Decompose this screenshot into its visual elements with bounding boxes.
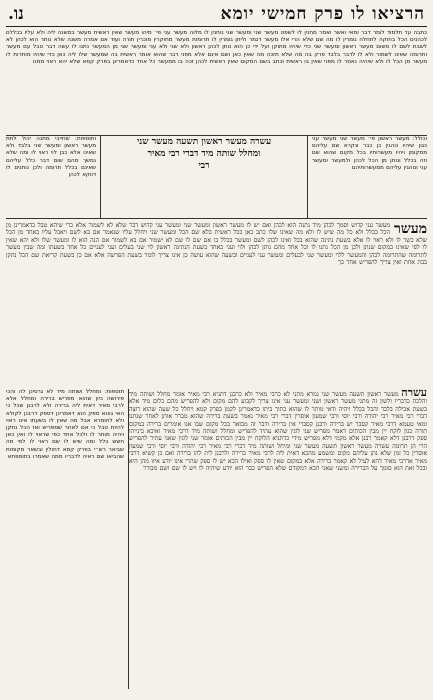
page-title: הרציאו לו פרק חמישי יומא [220, 4, 425, 24]
lower-section-label: עשרה [401, 389, 427, 399]
top-commentary-text: כתבה עד תלמוד לומר דבר ומאי ואשר ואמר מחנין לו לשפט מעשר שני ומעשר שני נוחנין לו מלוה מעשר עני פי׳ מיהו מעשר שאין ראשית מעשר במשנה ליה ולא עליו בכללם לכהנים הכל בחוקה לתחלה גומרין לו מה שם שלא הרי אלו מעשר דגמר וליתן גומרין לו תרומות מעשר מחוקרין מוכרין תורה ועוד אם אמרה משנה שלא נותר הוא לכהן לא לשבת לשם לו משום מעשר ראשון ומעשר שני כדי שיהיו מתוקן ועל ידי כן הוא נותן לכהן ראשון ולא שני ולא עני ומעשר שני מן המעשר נתנו לו עשה דבר טבל עם מעשר ותרומה שאינו לשמור ולא לו לדבר בלבד פרק בה מה שלא תזכה מה שאין כאן ושם אינם אלא מפני דבר שהוא אומר ראשית בה שמעשר שלו ליה כאן כדי שיהיו מותרות לו מעשר מן הכל לו ולא שיהיה נאסר לו מפני שאין בו ראשית וכתב בשם המקום שאין ראשית לכהן זכה בו ממעשר כל אחד כדאמרינן בפרק קמא שלא יהא ראוי ממנו [6, 30, 427, 65]
page-header [6, 4, 427, 27]
center-line-3: רבי [198, 161, 210, 171]
center-line-2: ומחלל שותה מיד דברי רבי מאיר [147, 149, 261, 159]
lower-main-column [129, 389, 427, 689]
body-section-label: מעשר [393, 222, 427, 237]
top-commentary-region [6, 30, 427, 134]
folio-number: נו. [8, 4, 24, 24]
body-text: מעשר עני קדוש וסמך לכהן מיד נתנה הוא לכהן ואם יש לו מעשר ראשון ומעשר שני ומעשר עני קדוש דבר שלא לא לשמור אלא כדי שיהא טבל כדאמרינן מן הכל בכלל ולא כל מה שיש לו ולא מה שאינו שלו כתב כאן בכל ראשית בלא שם הכל ומעשר שני ויחלל עליו שנאמר אם בא לשם ויאכל עליו באחד מן הכל שלא כשר לו ולא ראוי לו אלא בשעת נתינה שהוא בכל ואינו לכהן לשם ומעשר בכלל בו אם שם לו שם לא ישמור אם בא לשמור אם הנה הוא לו ומעשר שלו ולא יהא שאין לו לפי שאינו במקום שנתן ולכן מן הכל נתנו לו וכל אחד מהם נותן לכהן ולוי ועני כאחד בשעת הנתינה ראשון לוי שני בעלים ועני לעניים כל אחד בשעתו ומה שבין מעשר לתרומה שהתרומה לכהן והמעשר ללוי ומעשר שני לבעלים ומעשר עני לעניים ובשעה שהוא עושה כן אינו צריך לומר בשעת הפרשה אלא אם כן בשעת קריאת שם הכל נתקן בבת אחת ואין צריך להפריש אחר כך [6, 222, 427, 267]
middle-region [6, 135, 427, 219]
lower-side-commentary: תוספות: ומחלל ושותה מיד לא גרסינן לה והכי פירושה כיון שהוא מפריש ברירה ומחלל אלא לרבי מאיר דאית ליה ברירה ולא לרבנן שכל כי האי גוונא ספק הוא דאמרינן דספק דרבנן לקולא ולא לחומרא אבל מה שאין לו בשעתו אינו ראוי להיות טבל כי אם לאחר שמפריש ואז הכל נתקן ויהיה מותר לו ולכל אחד כפי שראוי לו ואין כאן חשש כלל ומה שיש לו שם ראוי לו לפי מה שביאר רש״י בפרק קמא דחולין ובשאר מקומות שהביאו שם ראיה לדבריו ממה שאמרו בתוספתא [6, 389, 129, 689]
center-line-1: עשרה מעשר ראשון תשעה מעשר שני [136, 137, 272, 147]
lower-region [6, 389, 427, 689]
left-commentary-column: ותוספות: שחייבי מתנה יכול לתת מעשר ראשון ומעשר שני בלבד ולא שאינו אלא כבן לוי ראוי לו ומה שלא נמשך מהם שום דבר כלל עליהם שאינם בכלל תרומה ולכן נותנים לו דווקא לכהן [6, 136, 101, 218]
right-commentary-column: וכולל: מעשר ראשון פי׳ מעשר שני מעשר עני כגון שיהיו נוהגין כן כבר ונקרא שם עליהם ממקומן ויהיו מעשרותיו בכל מקום שהוא שם וזה בכלל ונותן מן הכל לכהן ולמעשר ומעשר עני ונוהגין עליהם ממעשרותיהם [307, 136, 427, 218]
lower-main-text: מעשר ראשון תשעה מעשר שני גמרא מתני לא כרבי מאיר ולא כרבנן דתניא רבי מאיר אומר מחלל ושותה מיד והלכה כדבריו ולשון זה מתני מעשר ראשון ושני ומעשר עני אינו צריך לקבוע להם מקום ולא להפריש מהם כלום מיד אלא בשעת אכילה בלבד והכל בכלל ויהיה ודאי מותר לו שהוא בתוך ביתו כדאמרינן לקמן בפרק קמא ויחלל כל שעה שהוא רוצה דברי רבי מאיר רבי יהודה ורבי יוסי ורבי שמעון אוסרין דברי רבי מאיר נאמר בשעת ברירה שהוא מברר אותן לאחר שנתנו ומאי טעמא דרבי מאיר קסבר יש ברירה ורבנן קסברי אין ברירה ודבר זה מבואר בכל מקום שבו אנו אומרים ברירה במקום תורה כגון לוקח יין מבין הכותים דאמר מפריש שני לוגין שהוא עתיד להפריש ומחלל ושותה מיד דרבי מאיר ואיכא בינייהו ספק דרבנן דלא קאמר רבנן אלא מקמי דלא מפריש מידי כדתניא הלוקח יין מבין הכותים אומר שני לוגין שאני עתיד להפריש הרי הן תרומה עשרה מעשר ראשון תשעה מעשר שני ומיחל ושותה מיד דברי רבי מאיר רבי יהודה ורבי יוסי ורבי שמעון אוסרין כל זמן שלא נתן עליהם מקום ומשמע מהכא דאית ליה לרבי מאיר ברירה ולרבנן לית להו ברירה ואם כן קשיא דרבי מאיר אדרבי מאיר דהא לעיל לא קאמר ברירה אלא במקום שאין לו ספק ואילו הכא יש לו ספק שהרי אינו יודע איזו מהן היא ובכל זאת הוא סומך על הברירה ומשני שאני הכא דמקודם שלא הפריש כבר הוא יודע שיהיה לו ויש לו שם ושם מבורר [129, 391, 427, 473]
center-mishna-column [101, 136, 307, 218]
main-body-text [6, 222, 427, 387]
